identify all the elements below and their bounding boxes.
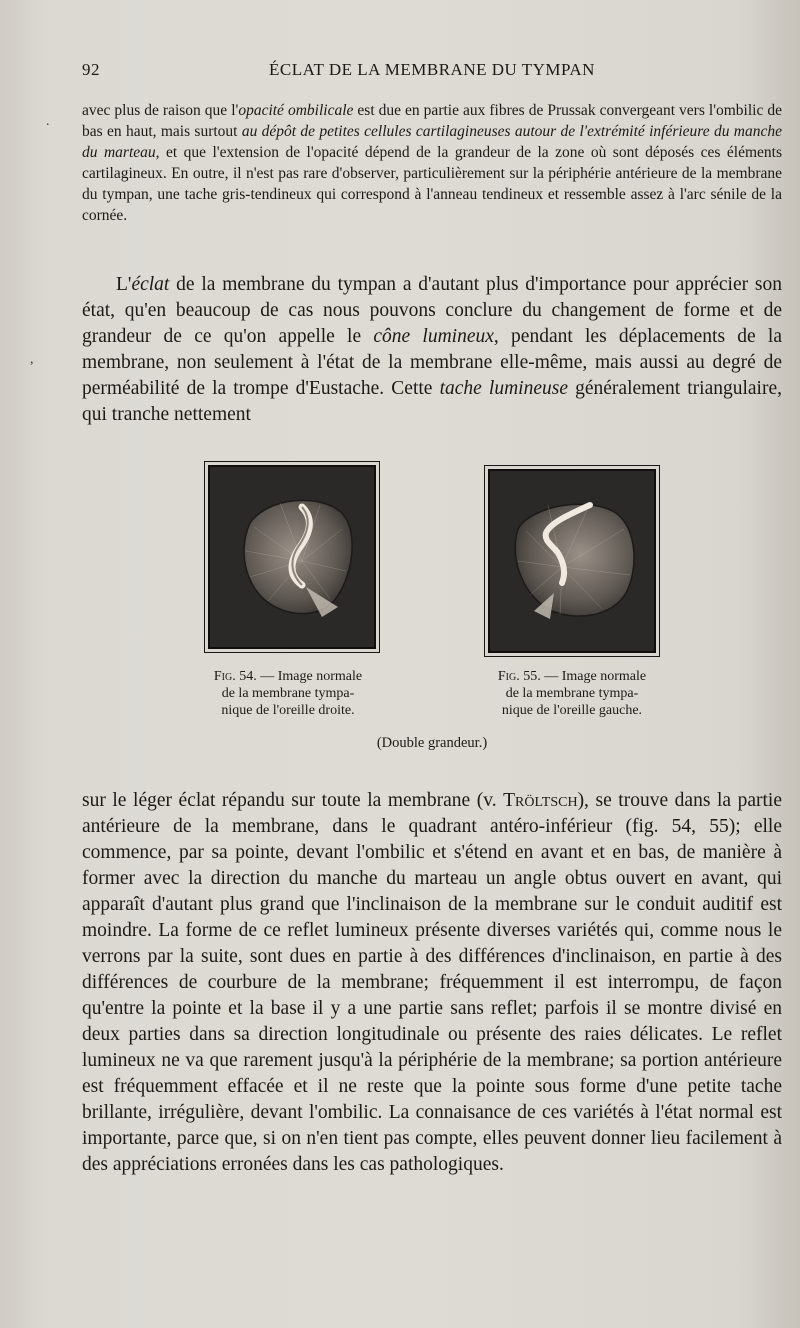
caption-text: — Image normale [540, 669, 647, 684]
page-header [82, 60, 782, 84]
caption-line: nique de l'oreille gauche. [501, 703, 643, 718]
margin-mark: , [30, 352, 34, 367]
text-run: de la membrane du tympan a d'autant plus d'importance pour apprécier son état, qu'en beaucoup de cas nous pouvons conclure du changement de forme et de grandeur de ce qu'on appelle le [82, 274, 782, 347]
text-run: L' [116, 274, 132, 295]
tympanic-membrane-right-illustration [210, 467, 374, 647]
italic-run: cône lumineux [373, 326, 494, 347]
text-run: et que l'extension de l'opacité dépend de la grandeur de la zone où sont déposés ces éléments cartilagineux. En outre, il n'est pas rare d'observer, particulièrement sur la périphérie antérieure de la membrane du tympan, une tache gris-tendineux qui correspond à l'anneau tendineux et ressemble assez à l'arc sénile de la cornée. [82, 144, 783, 224]
text-run: sur le léger éclat répandu sur toute la membrane (v. [82, 790, 504, 811]
scale-note: (Double grandeur.) [376, 735, 488, 751]
figure-55-caption [452, 668, 692, 719]
text-run: ), se trouve dans la partie antérieure de la membrane, dans le quadrant antéro-inférieur (fig. 54, 55); elle commence, par sa pointe, devant l'ombilic et s'étend en avant et en bas, de manière à former avec la direction du manche du marteau un angle obtus ouvert en avant, qui apparaît d'autant plus grand que l'inclinaison de la membrane sur le conduit auditif est moindre. La forme de ce reflet lumineux présente diverses variétés qui, comme nous le verrons par la suite, sont dues en partie à des différences d'inclinaison, en partie à des différences de courbure de la membrane; fréquemment il est interrompu, de façon qu'entre la pointe et la base il y a une partie sans reflet; parfois il se montre divisé en deux parties dans sa direction longitudinale ou présente des raies délicates. Le reflet lumineux ne va que rarement jusqu'à la périphérie de la membrane; sa portion antérieure est fréquemment effacée et il ne reste que la pointe sous forme d'une petite tache brillante, irrégulière, devant l'ombilic. La connaisance de ces variétés à l'état normal est importante, parce que, si on n'en tient pas compte, elles peuvent donner lieu facilement à des appréciations erronées dans les cas pathologiques. [82, 790, 782, 1175]
text-run: généralement triangulaire, qui tranche nettement [82, 378, 782, 425]
body-paragraph-1 [82, 272, 782, 428]
caption-line: nique de l'oreille droite. [221, 703, 355, 718]
caption-line: de la membrane tympa- [505, 686, 639, 701]
italic-run: éclat [131, 274, 170, 295]
author-name: Tröltsch [503, 790, 578, 811]
body-paragraph-2 [82, 788, 782, 1178]
tympanic-membrane-left-illustration [490, 471, 654, 651]
caption-text: — Image normale [256, 669, 363, 684]
figure-label: Fig. 54. [213, 669, 257, 684]
page-number: 92 [82, 60, 100, 79]
text-run: , pendant les déplacements de la membrane, non seulement à l'état de la membrane elle-même, mais aussi au degré de perméabilité de la trompe d'Eustache. Cette [82, 326, 783, 399]
italic-run: opacité ombilicale [238, 102, 354, 119]
text-run: avec plus de raison que l' [82, 102, 239, 119]
margin-mark: . [46, 114, 50, 129]
figure-54-image [208, 465, 376, 649]
italic-run: au dépôt de petites cellules cartilagineuses autour de l'extrémité inférieure du manche du marteau, [82, 123, 782, 161]
italic-run: tache lumineuse [439, 378, 568, 399]
figure-55-image [488, 469, 656, 653]
figure-label: Fig. 55. [497, 669, 541, 684]
caption-line: de la membrane tympa- [221, 686, 355, 701]
caption-line [452, 668, 692, 685]
caption-line [172, 668, 404, 685]
figure-54-caption [172, 668, 404, 719]
text-run: est due en partie aux fibres de Prussak convergeant vers l'ombilic de bas en haut, mais surtout [82, 102, 782, 140]
small-print-paragraph [82, 100, 782, 226]
running-title: ÉCLAT DE LA MEMBRANE DU TYMPAN [269, 60, 595, 79]
